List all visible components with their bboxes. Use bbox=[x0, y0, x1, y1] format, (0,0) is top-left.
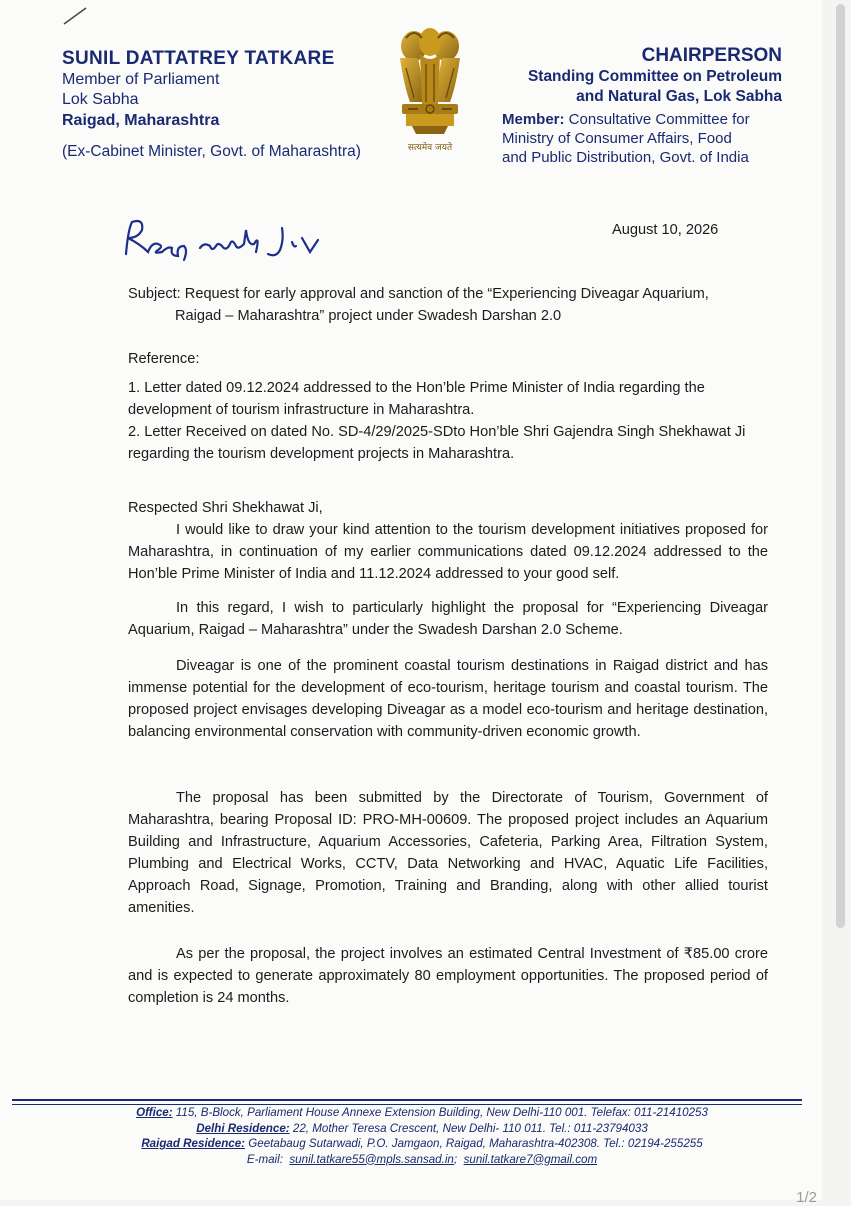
sender-block bbox=[62, 48, 361, 161]
delhi-text: 22, Mother Teresa Crescent, New Delhi- 110 011. Tel.: 011-23794033 bbox=[289, 1121, 648, 1135]
reference-item: 1. Letter dated 09.12.2024 addressed to the Hon’ble Prime Minister of India regarding the development of tourism infrastructure in Maharashtra. bbox=[128, 380, 705, 418]
sender-designation: Member of Parliament bbox=[62, 71, 220, 88]
footer-divider bbox=[12, 1099, 802, 1101]
scrollbar[interactable] bbox=[836, 4, 845, 928]
membership-line-3: and Public Distribution, Govt. of India bbox=[502, 149, 749, 166]
subject-line-2: Raigad – Maharashtra” project under Swadesh Darshan 2.0 bbox=[175, 308, 562, 324]
reference-label: Reference: bbox=[128, 351, 200, 367]
letter-date: August 10, 2026 bbox=[612, 222, 719, 238]
membership-line-2: Ministry of Consumer Affairs, Food bbox=[502, 130, 732, 147]
committee-line-1: Standing Committee on Petroleum bbox=[527, 68, 782, 85]
email-link-2[interactable]: sunil.tatkare7@gmail.com bbox=[463, 1152, 598, 1166]
emblem-motto: सत्यमेव जयते bbox=[407, 143, 453, 153]
subject bbox=[128, 283, 768, 327]
paragraph-text: I would like to draw your kind attention to the tourism development initiatives proposed for Maharashtra, in continuation of my earlier communications dated 09.12.2024 addressed to the Hon’ble Prime Minister of India and 11.12.2024 addressed to your good self. bbox=[128, 522, 768, 582]
paragraph-text: The proposal has been submitted by the Directorate of Tourism, Government of Maharashtra, bearing Proposal ID: PRO-MH-00609. The proposed project includes an Aquarium Building and Infrastructure, Aquarium Accessories, Cafeteria, Parking Area, Filtration System, Plumbing and Electrical Works, CCTV, Data Networking and HVAC, Aquatic Life Facilities, Approach Road, Signage, Promotion, Training and Branding, along with other allied tourist amenities. bbox=[128, 790, 768, 916]
paragraph bbox=[128, 519, 768, 585]
committee-line-2: and Natural Gas, Lok Sabha bbox=[576, 88, 782, 105]
paragraph bbox=[128, 655, 768, 743]
reference-list bbox=[128, 377, 768, 465]
national-emblem-icon bbox=[384, 24, 476, 162]
membership-block bbox=[502, 110, 802, 167]
email-line bbox=[72, 1152, 772, 1168]
membership-line-1 bbox=[502, 110, 802, 129]
sender-constituency: Raigad, Maharashtra bbox=[62, 112, 220, 129]
email-separator: ; bbox=[453, 1152, 458, 1166]
raigad-label: Raigad Residence: bbox=[141, 1137, 246, 1150]
email-label: E-mail: bbox=[246, 1152, 283, 1166]
raigad-residence bbox=[72, 1136, 772, 1152]
subject-line-1: Subject: Request for early approval and sanction of the “Experiencing Diveagar Aquarium, bbox=[128, 286, 709, 302]
pen-mark-icon bbox=[62, 6, 88, 26]
member-label: Member: bbox=[502, 111, 565, 128]
email-link-1[interactable]: sunil.tatkare55@mpls.sansad.in bbox=[289, 1152, 454, 1166]
office-label: Office: bbox=[136, 1106, 173, 1119]
paragraph bbox=[128, 597, 768, 641]
reference-item: 2. Letter Received on dated No. SD-4/29/2025-SDto Hon’ble Shri Gajendra Singh Shekhawat Ji regarding the tourism development projects in Maharashtra. bbox=[128, 424, 746, 462]
page-indicator: 1/2 bbox=[796, 1189, 817, 1206]
delhi-label: Delhi Residence: bbox=[196, 1121, 290, 1135]
member-text: Consultative Committee for bbox=[564, 111, 750, 128]
sender-former-role: (Ex-Cabinet Minister, Govt. of Maharashtra) bbox=[62, 143, 361, 160]
chairperson-block bbox=[482, 45, 782, 107]
paragraph bbox=[128, 787, 768, 919]
delhi-residence bbox=[72, 1121, 772, 1137]
sender-name: SUNIL DATTATREY TATKARE bbox=[62, 48, 335, 69]
handwritten-salutation bbox=[118, 216, 330, 262]
letterhead-footer bbox=[72, 1105, 772, 1167]
paragraph-text: Diveagar is one of the prominent coastal tourism destinations in Raigad district and has immense potential for the development of eco-tourism, heritage tourism and coastal tourism. The proposed project envisages developing Diveagar as a model eco-tourism and heritage destination, balancing environmental conservation with community-driven economic growth. bbox=[128, 658, 768, 740]
office-text: 115, B-Block, Parliament House Annexe Extension Building, New Delhi-110 001. Telefax: 011-21410253 bbox=[172, 1106, 708, 1119]
paragraph-text: In this regard, I wish to particularly highlight the proposal for “Experiencing Diveagar Aquarium, Raigad – Maharashtra” under the Swadesh Darshan 2.0 Scheme. bbox=[128, 600, 768, 638]
sender-house: Lok Sabha bbox=[62, 91, 139, 108]
paragraph-text: As per the proposal, the project involves an estimated Central Investment of ₹85.00 crore and is expected to generate approximately 80 employment opportunities. The proposed period of completion is 24 months. bbox=[128, 946, 768, 1006]
office-address bbox=[72, 1105, 772, 1121]
chairperson-title: CHAIRPERSON bbox=[641, 45, 782, 66]
raigad-text: Geetabaug Sutarwadi, P.O. Jamgaon, Raigad, Maharashtra-402308. Tel.: 02194-255255 bbox=[245, 1137, 703, 1150]
greeting: Respected Shri Shekhawat Ji, bbox=[128, 500, 323, 516]
paragraph bbox=[128, 943, 768, 1009]
